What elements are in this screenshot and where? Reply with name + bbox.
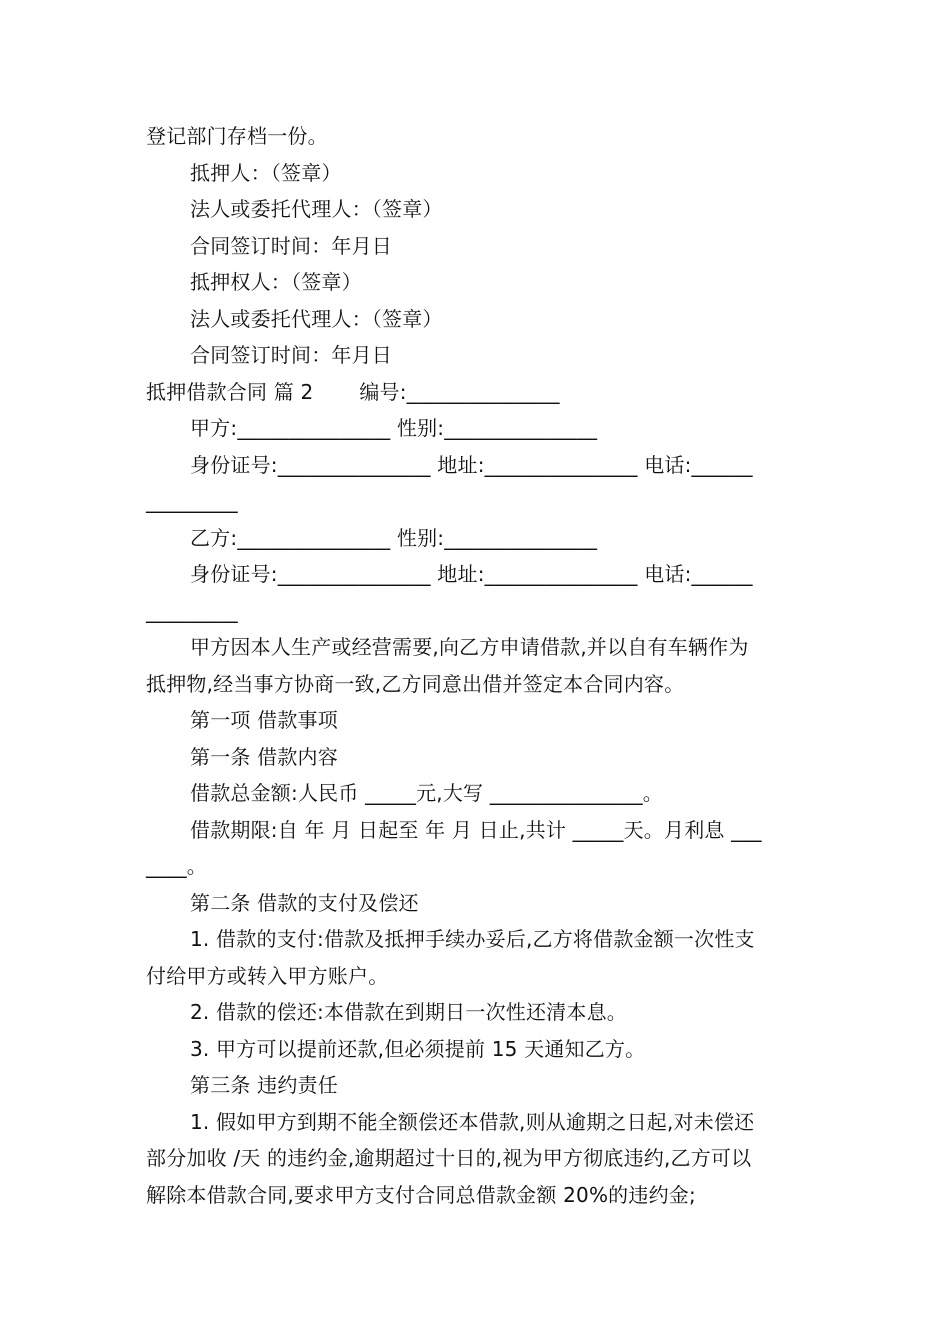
- document-line: 合同签订时间：年月日: [190, 233, 392, 258]
- document-line: 乙方:_______________ 性别:_______________: [190, 525, 598, 550]
- document-line: 抵押物,经当事方协商一致,乙方同意出借并签定本合同内容。: [146, 671, 685, 696]
- document-line: 第二条 借款的支付及偿还: [190, 890, 419, 915]
- document-line: 部分加收 /天 的违约金,逾期超过十日的,视为甲方彻底违约,乙方可以: [146, 1146, 752, 1170]
- document-line: _________: [146, 489, 238, 513]
- document-line: 1. 借款的支付:借款及抵押手续办妥后,乙方将借款金额一次性支: [190, 927, 755, 951]
- document-line: 甲方因本人生产或经营需要,向乙方申请借款,并以自有车辆作为: [190, 635, 749, 659]
- document-line: 借款总金额:人民币 _____元,大写 _______________。: [190, 781, 664, 805]
- document-line: 身份证号:_______________ 地址:_______________ 电话:______: [190, 452, 753, 477]
- document-line: 抵押人：（签章）: [190, 160, 342, 185]
- document-line: 法人或委托代理人：（签章）: [190, 197, 443, 221]
- document-line: 2. 借款的偿还:本借款在到期日一次性还清本息。: [190, 1000, 627, 1024]
- document-line: 3. 甲方可以提前还款,但必须提前 15 天通知乙方。: [190, 1036, 646, 1061]
- document-line: 抵押借款合同 篇 2 编号:_______________: [146, 379, 560, 404]
- document-line: _________: [146, 598, 238, 623]
- document-line: 付给甲方或转入甲方账户。: [146, 963, 389, 988]
- document-line: 抵押权人：（签章）: [190, 270, 362, 294]
- document-line: 登记部门存档一份。: [146, 124, 328, 148]
- document-line: 第一项 借款事项: [190, 708, 338, 732]
- document-body: [146, 118, 808, 1213]
- document-line: 第三条 违约责任: [190, 1073, 338, 1097]
- document-line: 解除本借款合同,要求甲方支付合同总借款金额 20%的违约金;: [146, 1182, 696, 1207]
- document-line: 合同签订时间：年月日: [190, 343, 392, 367]
- document-line: ____。: [146, 854, 207, 878]
- document-line: 身份证号:_______________ 地址:_______________ 电话:______: [190, 562, 753, 586]
- document-line: 法人或委托代理人：（签章）: [190, 306, 443, 331]
- document-line: 第一条 借款内容: [190, 744, 338, 769]
- document-line: 借款期限:自 年 月 日起至 年 月 日止,共计 _____天。月利息 ___: [190, 817, 762, 842]
- document-line: 1. 假如甲方到期不能全额偿还本借款,则从逾期之日起,对未偿还: [190, 1109, 755, 1134]
- document-line: 甲方:_______________ 性别:_______________: [190, 416, 598, 440]
